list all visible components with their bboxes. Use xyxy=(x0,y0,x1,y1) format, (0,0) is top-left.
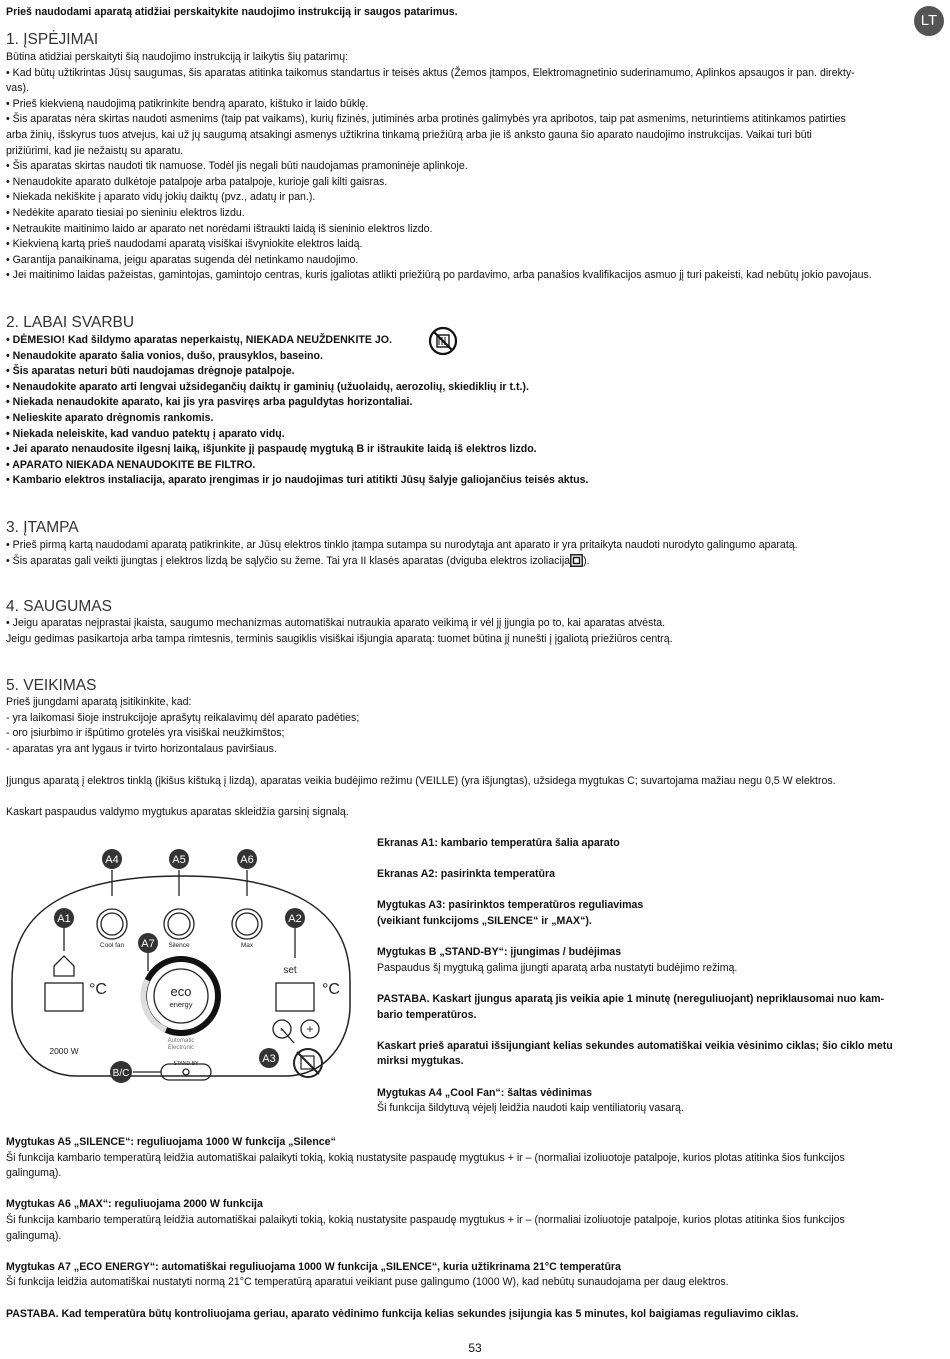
legend-item xyxy=(377,1086,943,1117)
label-a2: A2 xyxy=(288,913,302,925)
section-1-line: arba žinių, išskyrus tuos atvejus, kai už jų saugumą atsakingi asmenys užtikrina tinkamą priežiūrą arba jie iš anksto gauna šio aparato naudojimo instrukcijas. Vaikai turi būti xyxy=(6,128,812,141)
section-1-line: • Šis aparatas skirtas naudoti tik namuose. Todėl jis negali būti naudojamas pramoninėje aplinkoje. xyxy=(6,160,468,173)
function-item xyxy=(6,1197,941,1244)
celsius-left: °C xyxy=(89,981,107,998)
max-label: Max xyxy=(240,942,254,949)
function-item-heading: Mygtukas A6 „MAX“: reguliuojama 2000 W funkcija xyxy=(6,1198,263,1211)
panel-legend xyxy=(377,836,943,1132)
section-1-line: • Nenaudokite aparato dulkėtoje patalpoje arba patalpoje, kurioje gali kilti gaisras. xyxy=(6,175,388,188)
legend-item-heading-cont: mirksi mygtukas. xyxy=(377,1055,464,1068)
control-panel-diagram xyxy=(6,846,356,1086)
electronic-label: Electronic xyxy=(167,1045,195,1051)
function-item-text: Ši funkcija leidžia automatiškai nustatyti normą 21°C temperatūrą aparatui veikiant puse galingumo (1000 W), kad nebūtų sunaudojama per daug elektros. xyxy=(6,1276,729,1289)
section-1-line: • Jei maitinimo laidas pažeistas, gamintojas, gamintojo centras, kuris įgaliotas atlikti priežiūrą po pardavimo, arba panašios kvalifikacijos asmuo jį turi pakeisti, kad nebūtų jokio pavojaus. xyxy=(6,269,872,282)
section-1-line: Būtina atidžiai perskaityti šią naudojimo instrukciją ir laikytis šių patarimų: xyxy=(6,51,349,63)
function-item-text: Ši funkcija kambario temperatūrą leidžia automatiškai palaikyti tokią, kokią nustatysite paspaudę mygtukus + ir – (normaliai izoliuotoje patalpoje, kurios plotas atitinka šios funkcijos xyxy=(6,1213,845,1226)
section-4-title: 4. SAUGUMAS xyxy=(6,598,112,615)
section-1-line: • Prieš kiekvieną naudojimą patikrinkite bendrą aparato, kištuko ir laido būklę. xyxy=(6,97,369,110)
section-5-body xyxy=(6,695,941,757)
section-2-line: • Niekada nenaudokite aparato, kai jis yra pasviręs arba paguldytas horizontaliai. xyxy=(6,396,413,409)
section-5-line: - oro įsiurbimo ir išpūtimo grotelės yra visiškai neužkimštos; xyxy=(6,727,285,740)
function-item-heading: PASTABA. Kad temperatūra būtų kontroliuojama geriau, aparato vėdinimo funkcija kelias sekundes įsijungia kas 5 minutes, kol baigiamas reguliavimo ciklas. xyxy=(6,1307,799,1320)
section-2-body xyxy=(6,333,941,489)
function-item-heading: Mygtukas A7 „ECO ENERGY“: automatiškai reguliuojama 1000 W funkcija „SILENCE“, kuria užtikrinama 21°C temperatūra xyxy=(6,1260,621,1273)
section-2-line: • Niekada neleiskite, kad vanduo patektų į aparato vidų. xyxy=(6,427,285,440)
legend-item xyxy=(377,867,943,883)
page-number: 53 xyxy=(468,1341,482,1355)
section-5-paragraph-2: Kaskart paspaudus valdymo mygtukus aparatas skleidžia garsinį signalą. xyxy=(6,806,349,818)
legend-item-text: Paspaudus šį mygtuką galima įjungti aparatą arba nustatyti budėjimo režimą. xyxy=(377,961,738,974)
plus-label: + xyxy=(306,1022,314,1036)
legend-item-heading: Mygtukas B „STAND-BY“: įjungimas / budėjimas xyxy=(377,946,622,959)
function-item xyxy=(6,1260,941,1291)
section-1-line: • Šis aparatas nėra skirtas naudoti asmenims (taip pat vaikams), kurių fizinės, jutiminės arba protinės galimybės yra apribotos, taip pat asmenims, neturintiems atitinkamos patirties xyxy=(6,113,846,126)
legend-item-heading: Ekranas A2: pasirinkta temperatūra xyxy=(377,868,556,881)
label-a5: A5 xyxy=(172,854,186,866)
legend-item-text: Ši funkcija šildytuvą vėjelį leidžia naudoti kaip ventiliatorių vasarą. xyxy=(377,1102,684,1115)
legend-item-heading: Mygtukas A4 „Cool Fan“: šaltas vėdinimas xyxy=(377,1086,593,1099)
legend-item-heading: Ekranas A1: kambario temperatūra šalia aparato xyxy=(377,837,620,849)
function-item xyxy=(6,1307,941,1323)
section-1-line: • Kiekvieną kartą prieš naudodami aparatą visiškai išvyniokite elektros laidą. xyxy=(6,238,363,251)
function-item-heading: Mygtukas A5 „SILENCE“: reguliuojama 1000 W funkcija „Silence“ xyxy=(6,1136,336,1148)
legend-item-heading-cont: bario temperatūros. xyxy=(377,1008,477,1021)
section-2-line: • Nelieskite aparato drėgnomis rankomis. xyxy=(6,411,214,424)
section-5-line: - aparatas yra ant lygaus ir tvirto horizontalaus paviršiaus. xyxy=(6,742,277,755)
function-item-text: galingumą). xyxy=(6,1229,62,1242)
language-badge: LT xyxy=(914,6,944,36)
celsius-right: °C xyxy=(322,981,340,998)
section-2-line: • Kambario elektros instaliacija, aparato įrengimas ir jo naudojimas turi atitikti Jūsų šalyje galiojančius teisės aktus. xyxy=(6,474,589,487)
legend-item xyxy=(377,945,943,976)
section-5-paragraph-1: Įjungus aparatą į elektros tinklą (įkišus kištuką į lizdą), aparatas veikia budėjimo režimu (VEILLE) (yra išjungtas), užsidega mygtukas C; suvartojama mažiau negu 0,5 W elektros. xyxy=(6,775,836,787)
double-insulation-icon xyxy=(570,554,583,567)
standby-label: STAND-BY xyxy=(173,1061,199,1067)
eco-label: eco xyxy=(170,984,192,999)
section-2-line: • Šis aparatas neturi būti naudojamas drėgnoje patalpoje. xyxy=(6,365,295,378)
function-item-text: galingumą). xyxy=(6,1167,62,1180)
do-not-cover-icon xyxy=(428,326,458,356)
function-descriptions xyxy=(6,1135,941,1338)
label-a3: A3 xyxy=(262,1053,276,1065)
section-5-line: - yra laikomasi šioje instrukcijoje aprašytų reikalavimų dėl aparato padėties; xyxy=(6,711,360,724)
intro-warning: Prieš naudodami aparatą atidžiai perskaitykite naudojimo instrukciją ir saugos patarimus. xyxy=(6,6,458,18)
section-2-line: • APARATO NIEKADA NENAUDOKITE BE FILTRO. xyxy=(6,458,256,471)
section-4-body xyxy=(6,616,941,647)
section-3-body xyxy=(6,538,941,569)
section-4-line: Jeigu gedimas pasikartoja arba tampa rimtesnis, terminis saugiklis visiškai išjungia aparatą: tuomet būtina jį nunešti į įgaliotą priežiūros centrą. xyxy=(6,632,673,645)
automatic-label: Automatic xyxy=(167,1038,195,1044)
energy-label: energy xyxy=(169,1000,193,1009)
label-a6: A6 xyxy=(240,854,254,866)
legend-item-heading: Mygtukas A3: pasirinktos temperatūros reguliavimas xyxy=(377,899,644,912)
section-1-line: • Nedėkite aparato tiesiai po sieniniu elektros lizdu. xyxy=(6,206,245,219)
section-2-line: • Jei aparato nenaudosite ilgesnį laiką, išjunkite jį paspaudę mygtuką B ir ištraukite laidą iš elektros lizdo. xyxy=(6,443,537,456)
section-5-line: Prieš įjungdami aparatą įsitikinkite, kad: xyxy=(6,696,192,708)
set-label: set xyxy=(283,965,297,976)
function-item-text: Ši funkcija kambario temperatūrą leidžia automatiškai palaikyti tokią, kokią nustatysite paspaudę mygtukus + ir – (normaliai izoliuotoje patalpoje, kurios plotas atitinka šios funkcijos xyxy=(6,1151,845,1164)
section-4-line: • Jeigu aparatas neįprastai įkaista, saugumo mechanizmas automatiškai nutraukia aparato veikimą ir vėl jį įjungia po to, kai aparatas atvėsta. xyxy=(6,617,666,629)
section-2-line: • Nenaudokite aparato šalia vonios, dušo, prausyklos, baseino. xyxy=(6,349,323,362)
legend-item-heading: Kaskart prieš aparatui išsijungiant kelias sekundes automatiškai veikia vėsinimo ciklas; šio ciklo metu xyxy=(377,1039,893,1052)
section-2-line: • Nenaudokite aparato arti lengvai užsidegančių daiktų ir gaminių (užuolaidų, aerozolių, skiediklių ir t.t.). xyxy=(6,380,529,393)
legend-item-heading-cont: (veikiant funkcijoms „SILENCE“ ir „MAX“). xyxy=(377,914,592,927)
section-3-title: 3. ĮTAMPA xyxy=(6,519,79,536)
minus-label: - xyxy=(280,1022,284,1036)
cool-fan-label: Cool fan xyxy=(99,942,125,949)
section-1-line: vas). xyxy=(6,82,29,95)
section-1-title: 1. ĮSPĖJIMAI xyxy=(6,31,99,48)
section-1-body xyxy=(6,50,941,284)
section-1-line: • Kad būtų užtikrintas Jūsų saugumas, šis aparatas atitinka taikomus standartus ir teisės aktus (Žemos įtampos, Elektromagnetinio suderinamumo, Aplinkos apsaugos ir pan. direkty- xyxy=(6,66,855,79)
function-item xyxy=(6,1135,941,1182)
section-2-line: • DĖMESIO! Kad šildymo aparatas neperkaistų, NIEKADA NEUŽDENKITE JO. xyxy=(6,334,392,346)
section-1-line: prižiūrimi, kad jie nežaistų su aparatu. xyxy=(6,144,184,157)
section-3-line-2: • Šis aparatas gali veikti įjungtas į elektros lizdą be sąlyčio su žeme. Tai yra II klasės aparatas (dviguba elektros izoliacija ). xyxy=(6,554,590,567)
section-5-title: 5. VEIKIMAS xyxy=(6,677,97,694)
label-a7: A7 xyxy=(141,938,155,950)
section-1-line: • Garantija panaikinama, jeigu aparatas sugenda dėl netinkamo naudojimo. xyxy=(6,253,359,266)
legend-item xyxy=(377,836,943,852)
label-a4: A4 xyxy=(105,854,119,866)
legend-item xyxy=(377,898,943,929)
label-a1: A1 xyxy=(57,913,71,925)
section-1-line: • Niekada nekiškite į aparato vidų jokių daiktų (pvz., adatų ir pan.). xyxy=(6,191,316,204)
section-2-title: 2. LABAI SVARBU xyxy=(6,314,135,331)
section-3-line-1: • Prieš pirmą kartą naudodami aparatą patikrinkite, ar Jūsų elektros tinklo įtampa sutampa su nurodytąja ant aparato ir yra pritaikyta naudoti nurodyto galingumo aparatą. xyxy=(6,539,798,551)
legend-item xyxy=(377,992,943,1023)
label-bc: B/C xyxy=(112,1068,130,1079)
legend-item xyxy=(377,1039,943,1070)
silence-label: Silence xyxy=(168,942,190,949)
section-1-line: • Netraukite maitinimo laido ar aparato net norėdami ištraukti laidą iš sieninio elektros lizdo. xyxy=(6,222,433,235)
legend-item-heading: PASTABA. Kaskart įjungus aparatą jis veikia apie 1 minutę (nereguliuojant) nepriklausomai nuo kam- xyxy=(377,992,885,1005)
power-label: 2000 W xyxy=(49,1046,79,1056)
